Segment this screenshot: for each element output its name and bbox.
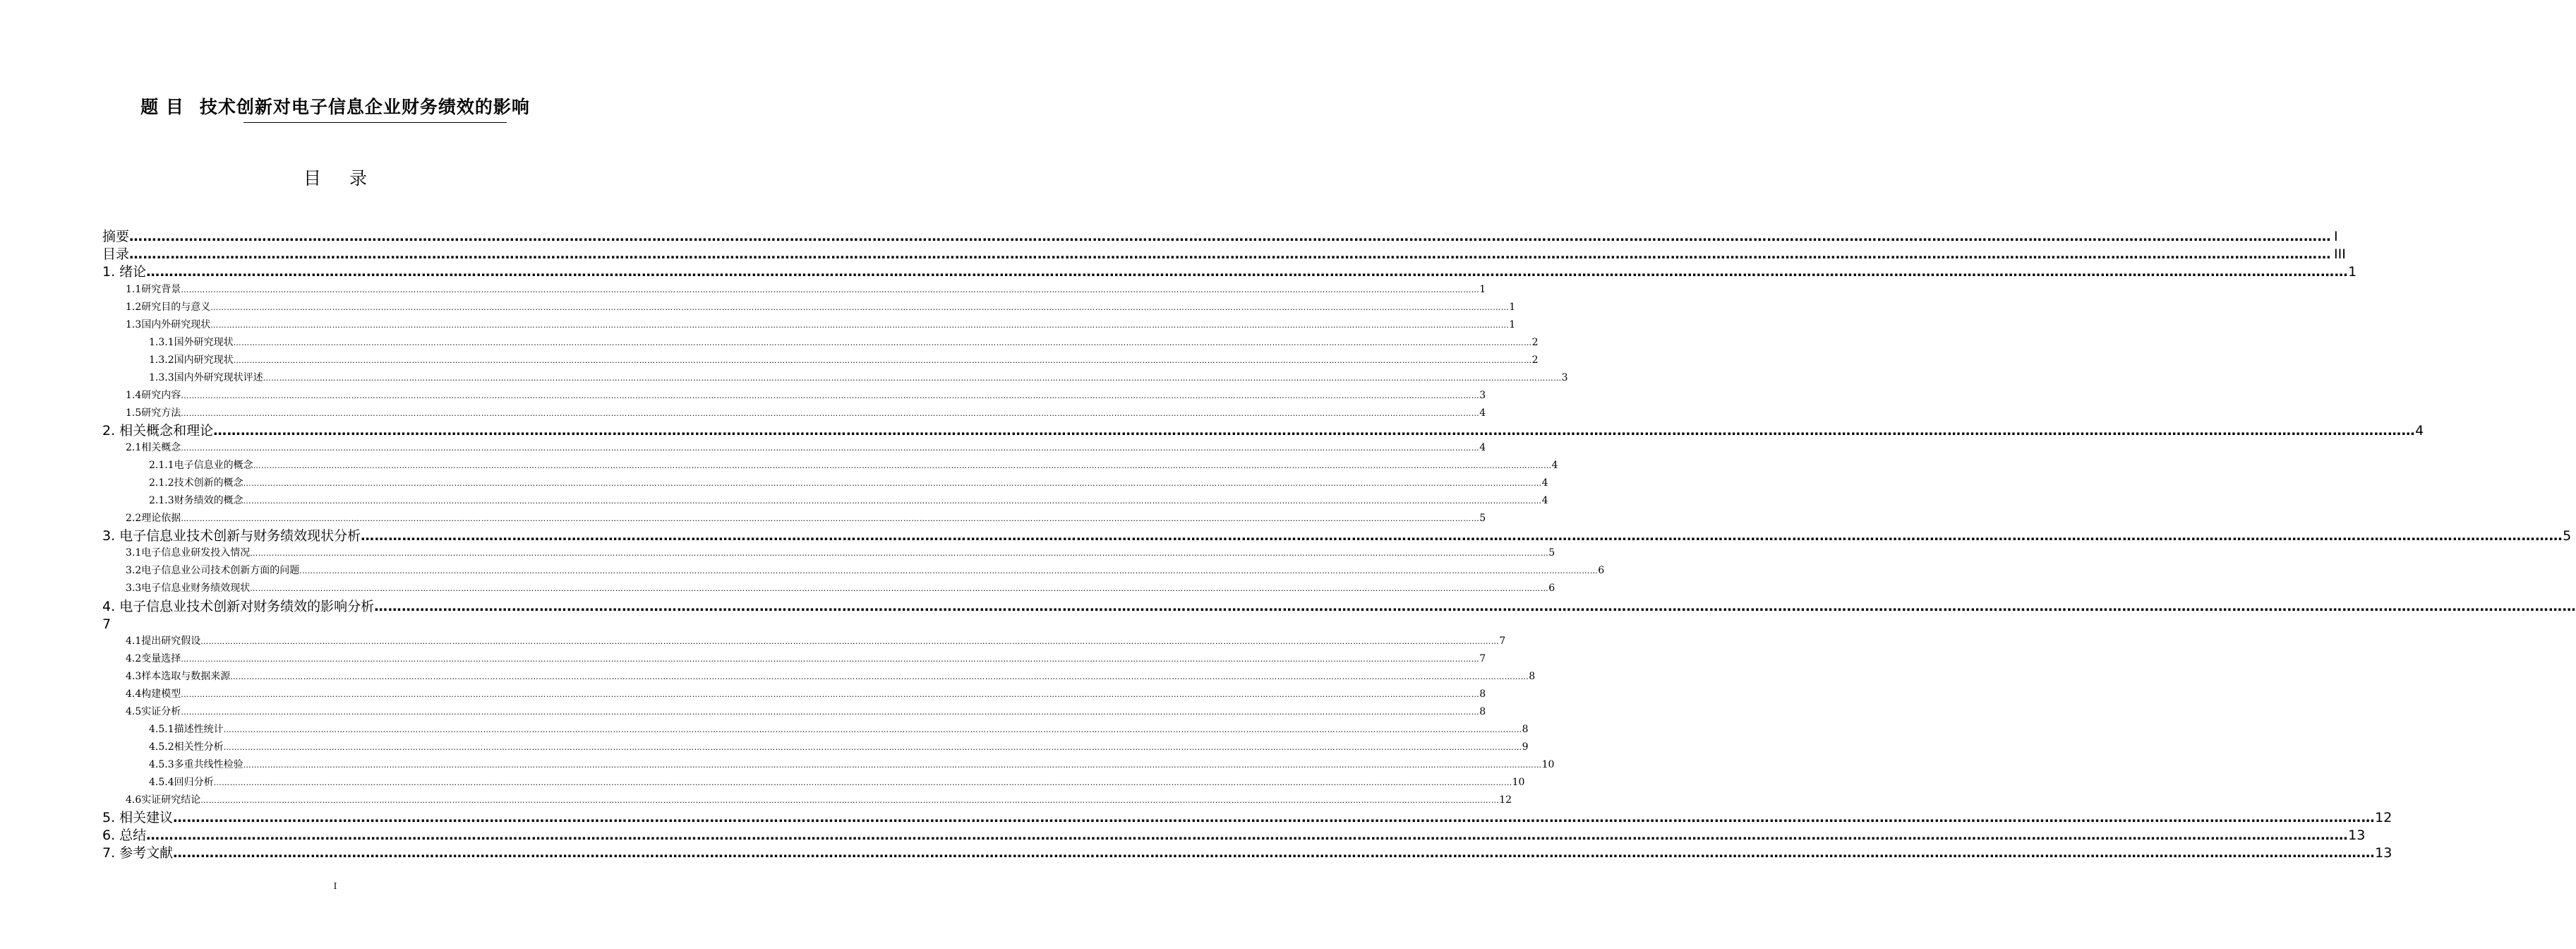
toc-entry-title: 3. 电子信息业技术创新与财务绩效现状分析: [102, 528, 361, 544]
toc-entry[interactable]: [102, 527, 2572, 544]
toc-entry[interactable]: [126, 282, 1486, 297]
toc-entry-page: 6: [1598, 565, 1605, 576]
toc-entry[interactable]: [126, 652, 1486, 666]
toc-leader-dots: …………………………………………………………………………………………………………………………………………………………………………………………………………………………………………………………………………………………………………………………………………………………………………………………………………………………………………: [213, 423, 2416, 438]
toc-entry[interactable]: [102, 844, 2393, 861]
toc-leader-dots: …………………………………………………………………………………………………………………………………………………………………………………………………………………………………………………………………………………………………………………………………………………………………………………………………………………………………………: [181, 655, 1480, 664]
toc-leader-dots: …………………………………………………………………………………………………………………………………………………………………………………………………………………………………………………………………………………………………………………………………………………………………………………………………………………………………………: [181, 443, 1480, 453]
toc-entry-page: 5: [2563, 528, 2572, 544]
toc-entry-title: 4.6实证研究结论: [126, 794, 201, 806]
title-text: 技术创新对电子信息企业财务绩效的影响: [199, 97, 530, 117]
toc-entry[interactable]: [126, 300, 1516, 314]
toc-entry[interactable]: [149, 476, 1548, 490]
toc-entry[interactable]: [149, 758, 1555, 772]
toc-entry-title: 3.1电子信息业研发投入情况: [126, 547, 251, 559]
toc-leader-dots: …………………………………………………………………………………………………………………………………………………………………………………………………………………………………………………………………………………………………………………………………………………………………………………………………………………………………………: [361, 528, 2563, 544]
toc-leader-dots: …………………………………………………………………………………………………………………………………………………………………………………………………………………………………………………………………………………………………………………………………………………………………………………………………………………………………………: [129, 246, 2332, 262]
toc-entry-title: 1.1研究背景: [126, 284, 181, 295]
toc-leader-dots: …………………………………………………………………………………………………………………………………………………………………………………………………………………………………………………………………………………………………………………………………………………………………………………………………………………………………………: [223, 743, 1522, 752]
toc-leader-dots: …………………………………………………………………………………………………………………………………………………………………………………………………………………………………………………………………………………………………………………………………………………………………………………………………………………………………………: [146, 828, 2349, 843]
toc-entry-title: 4.4构建模型: [126, 688, 181, 700]
toc-entry-title: 2. 相关概念和理论: [102, 423, 214, 438]
toc-entry-page: 7: [1479, 653, 1486, 664]
toc-entry-page: 7: [1499, 635, 1506, 647]
toc-entry[interactable]: [126, 563, 1605, 578]
toc-entry[interactable]: [102, 422, 2424, 439]
toc-leader-dots: …………………………………………………………………………………………………………………………………………………………………………………………………………………………………………………………………………………………………………………………………………………………………………………………………………………………………………: [173, 845, 2376, 861]
toc-leader-dots: …………………………………………………………………………………………………………………………………………………………………………………………………………………………………………………………………………………………………………………………………………………………………………………………………………………………………………: [146, 264, 2349, 280]
toc-entry-title: 4.5.3多重共线性检验: [149, 759, 243, 770]
toc-entry-title: 3.2电子信息业公司技术创新方面的问题: [126, 565, 300, 576]
toc-leader-dots: …………………………………………………………………………………………………………………………………………………………………………………………………………………………………………………………………………………………………………………………………………………………………………………………………………………………………………: [173, 810, 2376, 825]
toc-leader-dots: …………………………………………………………………………………………………………………………………………………………………………………………………………………………………………………………………………………………………………………………………………………………………………………………………………………………………………: [243, 479, 1542, 488]
toc-entry-page: 9: [1522, 741, 1529, 753]
toc-entry[interactable]: [126, 546, 1555, 560]
toc-leader-dots: …………………………………………………………………………………………………………………………………………………………………………………………………………………………………………………………………………………………………………………………………………………………………………………………………………………………………………: [253, 461, 1552, 470]
toc-leader-dots: …………………………………………………………………………………………………………………………………………………………………………………………………………………………………………………………………………………………………………………………………………………………………………………………………………………………………………: [250, 584, 1549, 593]
toc-entry[interactable]: [149, 775, 1525, 789]
toc-entry[interactable]: [102, 598, 2576, 615]
toc-leader-dots: …………………………………………………………………………………………………………………………………………………………………………………………………………………………………………………………………………………………………………………………………………………………………………………………………………………………………………: [181, 690, 1480, 699]
toc-entry-page: 4: [2415, 423, 2424, 438]
toc-entry-title: 1.3.1国外研究现状: [149, 337, 234, 348]
toc-entry-page: 8: [1522, 724, 1529, 735]
toc-entry-page: 4: [1551, 460, 1558, 471]
toc-entry-title: 1.3.2国内研究现状: [149, 354, 234, 366]
toc-entry[interactable]: [102, 228, 2338, 245]
toc-entry[interactable]: [126, 388, 1486, 402]
toc-entry-page: 1: [1509, 319, 1516, 330]
toc-entry[interactable]: [126, 406, 1486, 420]
toc-entry-title: 4.1提出研究假设: [126, 635, 201, 647]
toc-entry-title: 7. 参考文献: [102, 845, 174, 861]
toc-entry-page: 2: [1531, 337, 1539, 348]
toc-entry[interactable]: [102, 827, 2366, 844]
toc-entry-title: 4.5实证分析: [126, 706, 181, 717]
toc-entry-title: 1. 绪论: [102, 264, 147, 280]
page-footer-number: I: [333, 881, 337, 891]
toc-leader-dots: …………………………………………………………………………………………………………………………………………………………………………………………………………………………………………………………………………………………………………………………………………………………………………………………………………………………………………: [374, 599, 2576, 614]
toc-leader-dots: …………………………………………………………………………………………………………………………………………………………………………………………………………………………………………………………………………………………………………………………………………………………………………………………………………………………………………: [181, 708, 1480, 717]
toc-entry[interactable]: [126, 793, 1512, 807]
toc-entry-page: 5: [1479, 513, 1486, 524]
toc-entry-title: 1.4研究内容: [126, 390, 181, 401]
toc-entry[interactable]: [126, 318, 1516, 332]
toc-entry-title: 4.2变量选择: [126, 653, 181, 664]
toc-entry-page: 4: [1541, 477, 1548, 489]
toc-entry-title: 5. 相关建议: [102, 810, 174, 825]
toc-leader-dots: …………………………………………………………………………………………………………………………………………………………………………………………………………………………………………………………………………………………………………………………………………………………………………………………………………………………………………: [181, 409, 1480, 418]
toc-entry[interactable]: [126, 687, 1486, 701]
toc-entry[interactable]: [102, 246, 2346, 263]
toc-entry[interactable]: [149, 722, 1529, 736]
toc-entry-title: 摘要: [102, 229, 130, 244]
toc-entry-title: 1.3国内外研究现状: [126, 319, 211, 330]
toc-entry[interactable]: [102, 263, 2357, 280]
toc-entry-page: 4: [1541, 495, 1548, 506]
toc-leader-dots: …………………………………………………………………………………………………………………………………………………………………………………………………………………………………………………………………………………………………………………………………………………………………………………………………………………………………………: [223, 725, 1522, 734]
toc-entry-page: 4: [1479, 442, 1486, 453]
toc-entry-page: 3: [1561, 372, 1568, 383]
toc-entry-title: 2.1.1电子信息业的概念: [149, 460, 253, 471]
toc-entry[interactable]: [126, 669, 1536, 684]
toc-leader-dots: …………………………………………………………………………………………………………………………………………………………………………………………………………………………………………………………………………………………………………………………………………………………………………………………………………………………………………: [181, 514, 1480, 523]
toc-entry-title: 2.1相关概念: [126, 442, 181, 453]
toc-entry-page: 13: [2375, 845, 2393, 861]
toc-entry-page: 1: [2348, 264, 2357, 280]
title-label: 题 目: [140, 97, 184, 117]
toc-entry-title: 目录: [102, 246, 130, 262]
toc-leader-dots: …………………………………………………………………………………………………………………………………………………………………………………………………………………………………………………………………………………………………………………………………………………………………………………………………………………………………………: [230, 672, 1529, 681]
toc-entry[interactable]: [126, 441, 1486, 455]
toc-entry-page: 5: [1548, 547, 1555, 559]
toc-entry[interactable]: [126, 581, 1555, 595]
toc-leader-dots: …………………………………………………………………………………………………………………………………………………………………………………………………………………………………………………………………………………………………………………………………………………………………………………………………………………………………………: [210, 321, 1510, 330]
toc-leader-dots: …………………………………………………………………………………………………………………………………………………………………………………………………………………………………………………………………………………………………………………………………………………………………………………………………………………………………………: [213, 778, 1512, 787]
toc-entry-title: 1.5研究方法: [126, 407, 181, 419]
toc-leader-dots: …………………………………………………………………………………………………………………………………………………………………………………………………………………………………………………………………………………………………………………………………………………………………………………………………………………………………………: [233, 356, 1532, 365]
toc-entry-page: 2: [1531, 354, 1539, 366]
toc-entry-title: 2.2理论依据: [126, 513, 181, 524]
toc-entry[interactable]: [149, 371, 1568, 385]
toc-entry-title: 4.3样本选取与数据来源: [126, 671, 231, 682]
toc-entry-page: 10: [1541, 759, 1555, 770]
toc-entry-page: 6: [1548, 583, 1555, 594]
toc-leader-dots: …………………………………………………………………………………………………………………………………………………………………………………………………………………………………………………………………………………………………………………………………………………………………………………………………………………………………………: [200, 637, 1500, 646]
toc-entry-page: 8: [1479, 688, 1486, 700]
toc-leader-dots: …………………………………………………………………………………………………………………………………………………………………………………………………………………………………………………………………………………………………………………………………………………………………………………………………………………………………………: [243, 496, 1542, 506]
toc-entry-page: 13: [2348, 828, 2366, 843]
toc-entry[interactable]: [149, 740, 1529, 754]
toc-entry-title: 4.5.4回归分析: [149, 777, 214, 788]
toc-leader-dots: …………………………………………………………………………………………………………………………………………………………………………………………………………………………………………………………………………………………………………………………………………………………………………………………………………………………………………: [233, 338, 1532, 347]
toc-entry-title: 2.1.3财务绩效的概念: [149, 495, 243, 506]
toc-entry-page: III: [2334, 246, 2346, 262]
toc-entry-page: I: [2334, 229, 2338, 244]
toc-entry-page: 7: [102, 616, 112, 632]
toc-entry[interactable]: [149, 335, 1539, 350]
toc-entry-page: 8: [1529, 671, 1536, 682]
toc-entry-page: 12: [2375, 810, 2393, 825]
toc-entry-title: 4.5.2相关性分析: [149, 741, 224, 753]
toc-entry-title: 1.2研究目的与意义: [126, 302, 211, 313]
toc-entry[interactable]: [126, 705, 1486, 719]
toc-entry-page: 12: [1499, 794, 1512, 806]
toc-entry-page: 10: [1512, 777, 1525, 788]
toc-leader-dots: …………………………………………………………………………………………………………………………………………………………………………………………………………………………………………………………………………………………………………………………………………………………………………………………………………………………………………: [243, 760, 1542, 770]
toc-entry[interactable]: [149, 458, 1558, 472]
toc-leader-dots: …………………………………………………………………………………………………………………………………………………………………………………………………………………………………………………………………………………………………………………………………………………………………………………………………………………………………………: [129, 229, 2332, 244]
toc-entry[interactable]: [102, 809, 2393, 826]
toc-entry-page: 1: [1509, 302, 1516, 313]
toc-leader-dots: …………………………………………………………………………………………………………………………………………………………………………………………………………………………………………………………………………………………………………………………………………………………………………………………………………………………………………: [263, 374, 1562, 383]
toc-entry-title: 4. 电子信息业技术创新对财务绩效的影响分析: [102, 599, 375, 614]
toc-leader-dots: …………………………………………………………………………………………………………………………………………………………………………………………………………………………………………………………………………………………………………………………………………………………………………………………………………………………………………: [181, 391, 1480, 400]
toc-leader-dots: …………………………………………………………………………………………………………………………………………………………………………………………………………………………………………………………………………………………………………………………………………………………………………………………………………………………………………: [200, 796, 1500, 805]
toc-entry[interactable]: [149, 494, 1548, 508]
toc-entry-page: 1: [1479, 284, 1486, 295]
toc-entry-page: 8: [1479, 706, 1486, 717]
toc-entry[interactable]: [126, 511, 1486, 525]
toc-leader-dots: …………………………………………………………………………………………………………………………………………………………………………………………………………………………………………………………………………………………………………………………………………………………………………………………………………………………………………: [181, 285, 1480, 294]
toc-entry-title: 3.3电子信息业财务绩效现状: [126, 583, 251, 594]
toc-leader-dots: …………………………………………………………………………………………………………………………………………………………………………………………………………………………………………………………………………………………………………………………………………………………………………………………………………………………………………: [299, 566, 1599, 575]
toc-entry-title: 1.3.3国内外研究现状评述: [149, 372, 263, 383]
toc-entry[interactable]: [126, 634, 1506, 648]
toc-entry-page: 3: [1479, 390, 1486, 401]
toc-entry[interactable]: [149, 353, 1539, 367]
toc-leader-dots: …………………………………………………………………………………………………………………………………………………………………………………………………………………………………………………………………………………………………………………………………………………………………………………………………………………………………………: [210, 303, 1510, 312]
toc-entry-title: 6. 总结: [102, 828, 147, 843]
toc-heading: 目 录: [303, 168, 378, 189]
toc-entry-title: 2.1.2技术创新的概念: [149, 477, 243, 489]
toc-leader-dots: …………………………………………………………………………………………………………………………………………………………………………………………………………………………………………………………………………………………………………………………………………………………………………………………………………………………………………: [250, 549, 1549, 558]
toc-entry-title: 4.5.1描述性统计: [149, 724, 224, 735]
toc-entry-page: 4: [1479, 407, 1486, 419]
